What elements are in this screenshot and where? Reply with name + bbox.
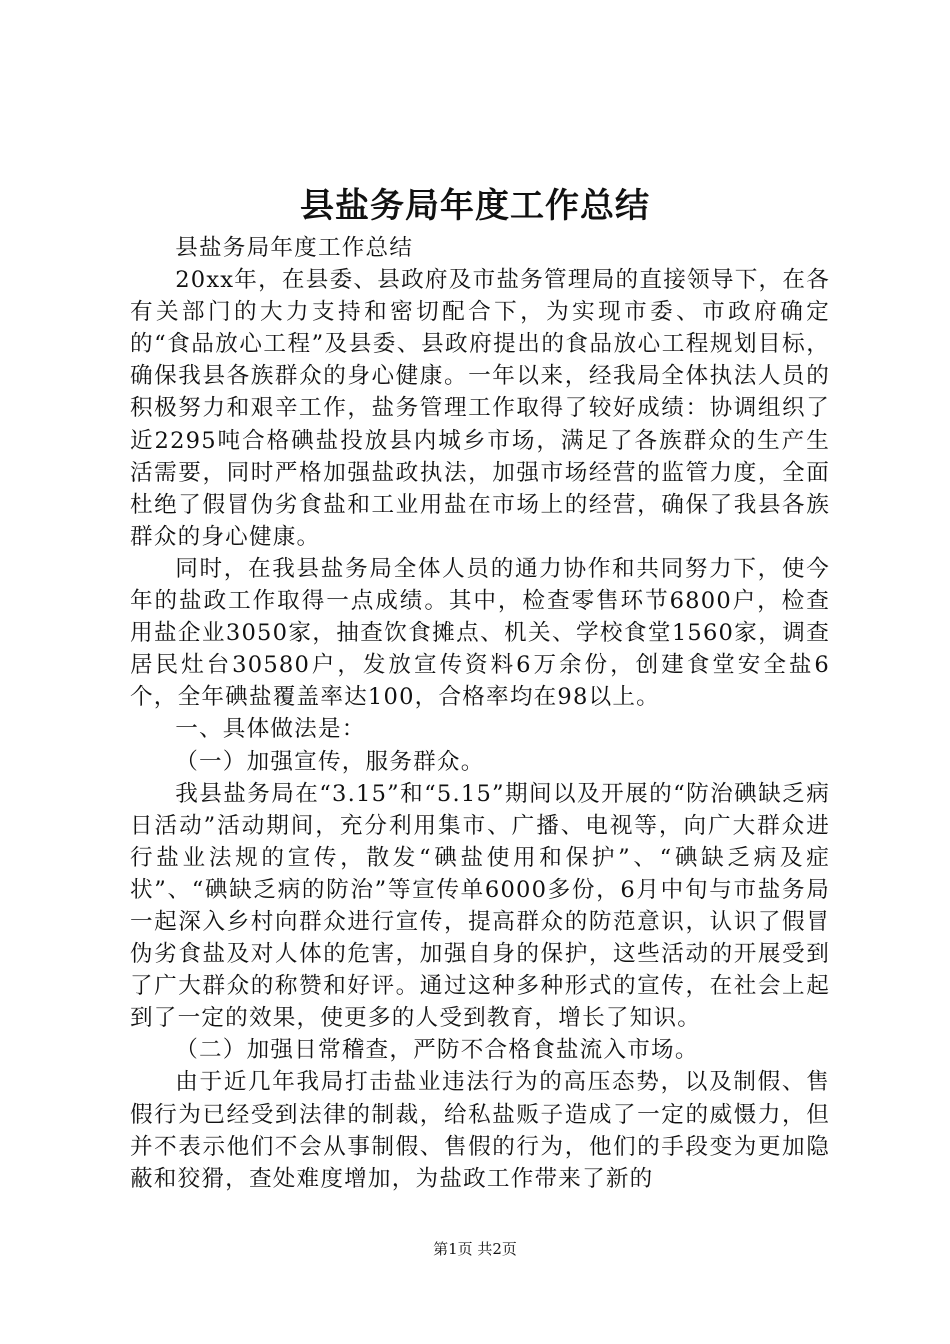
subsection-heading-inspection: （二）加强日常稽查，严防不合格食盐流入市场。 (175, 1037, 699, 1064)
paragraph-intro: 20xx年，在县委、县政府及市盐务管理局的直接领导下，在各有关部门的大力支持和密切配合下，为实现市委、市政府确定的“食品放心工程”及县委、县政府提出的食品放心工程规划目标，确保我县各族群众的身心健康。一年以来，经我局全体执法人员的积极努力和艰辛工作，盐务管理工作取得了较好成绩：协调组织了近2295吨合格碘盐投放县内城乡市场，满足了各族群众的生产生活需要，同时严格加强盐政执法，加强市场经营的监管力度，全面杜绝了假冒伪劣食盐和工业用盐在市场上的经营，确保了我县各族群众的身心健康。 (130, 267, 830, 550)
page-number-footer: 第1页 共2页 (433, 1240, 517, 1258)
subsection-heading-publicity: （一）加强宣传，服务群众。 (175, 748, 485, 775)
paragraph-publicity: 我县盐务局在“3.15”和“5.15”期间以及开展的“防治碘缺乏病日活动”活动期间，充分利用集市、广播、电视等，向广大群众进行盐业法规的宣传，散发“碘盐使用和保护”、“碘缺乏病及症状”、“碘缺乏病的防治”等宣传单6000多份，6月中旬与市盐务局一起深入乡村向群众进行宣传，提高群众的防范意识，认识了假冒伪劣食盐及对人体的危害，加强自身的保护，这些活动的开展受到了广大群众的称赞和好评。通过这种多种形式的宣传，在社会上起到了一定的效果，使更多的人受到教育，增长了知识。 (130, 780, 830, 1032)
paragraph-achievements: 同时，在我县盐务局全体人员的通力协作和共同努力下，使今年的盐政工作取得一点成绩。其中，检查零售环节6800户，检查用盐企业3050家，抽查饮食摊点、机关、学校食堂1560家，调查居民灶台30580户，发放宣传资料6万余份，创建食堂安全盐6个，全年碘盐覆盖率达100，合格率均在98以上。 (130, 555, 830, 711)
document-body (130, 232, 830, 1195)
section-heading-methods: 一、具体做法是： (175, 716, 366, 743)
document-title: 县盐务局年度工作总结 (300, 186, 650, 226)
paragraph-inspection: 由于近几年我局打击盐业违法行为的高压态势，以及制假、售假行为已经受到法律的制裁，给私盐贩子造成了一定的威慑力，但并不表示他们不会从事制假、售假的行为，他们的手段变为更加隐蔽和狡猾，查处难度增加，为盐政工作带来了新的 (130, 1069, 830, 1192)
paragraph-subtitle: 县盐务局年度工作总结 (175, 235, 414, 261)
